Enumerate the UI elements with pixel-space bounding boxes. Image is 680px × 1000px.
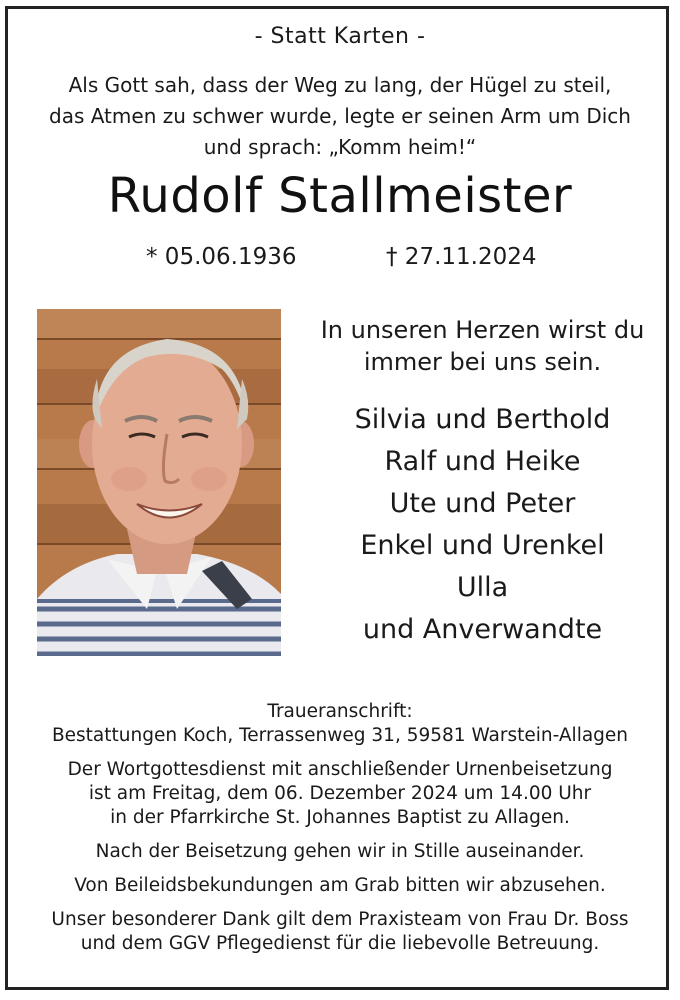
address-label: Traueranschrift: [267, 701, 413, 722]
mourner-name: und Anverwandte [362, 614, 603, 645]
mourner-name: Ulla [456, 572, 509, 603]
mourners-list [300, 399, 665, 651]
portrait-photo [37, 309, 281, 656]
mourner-name: Silvia und Berthold [354, 404, 611, 435]
thanks-line: und dem GGV Pflegedienst für die liebevolle Betreuung. [80, 933, 600, 954]
birth-date: * 05.06.1936 [146, 244, 297, 270]
quote-line: Als Gott sah, dass der Weg zu lang, der Hügel zu steil, [68, 73, 612, 97]
mourner-name: Ute und Peter [389, 488, 576, 519]
service-line: in der Pfarrkirche St. Johannes Baptist zu Allagen. [110, 807, 570, 828]
portrait-illustration [37, 309, 281, 656]
motto-text [300, 314, 665, 378]
deceased-name: Rudolf Stallmeister [107, 168, 573, 224]
service-line: Der Wortgottesdienst mit anschließender Urnenbeisetzung [67, 759, 613, 780]
memorial-quote [0, 70, 680, 163]
motto-line: In unseren Herzen wirst du [320, 316, 645, 344]
address-line: Bestattungen Koch, Terrassenweg 31, 59581 Warstein-Allagen [51, 725, 629, 746]
notice-header: - Statt Karten - [254, 24, 426, 49]
quote-line: und sprach: „Komm heim!“ [203, 135, 477, 159]
stillness-note: Nach der Beisetzung gehen wir in Stille auseinander. [95, 841, 585, 862]
mourner-name: Ralf und Heike [384, 446, 581, 477]
thanks-line: Unser besonderer Dank gilt dem Praxisteam von Frau Dr. Boss [51, 909, 629, 930]
mourner-name: Enkel und Urenkel [360, 530, 605, 561]
quote-line: das Atmen zu schwer wurde, legte er seinen Arm um Dich [49, 104, 631, 128]
notice-footer [0, 700, 680, 956]
service-line: ist am Freitag, dem 06. Dezember 2024 um 14.00 Uhr [88, 783, 592, 804]
death-date: † 27.11.2024 [386, 244, 537, 270]
motto-line: immer bei uns sein. [363, 348, 602, 376]
condolences-note: Von Beileidsbekundungen am Grab bitten wir abzusehen. [74, 875, 606, 896]
